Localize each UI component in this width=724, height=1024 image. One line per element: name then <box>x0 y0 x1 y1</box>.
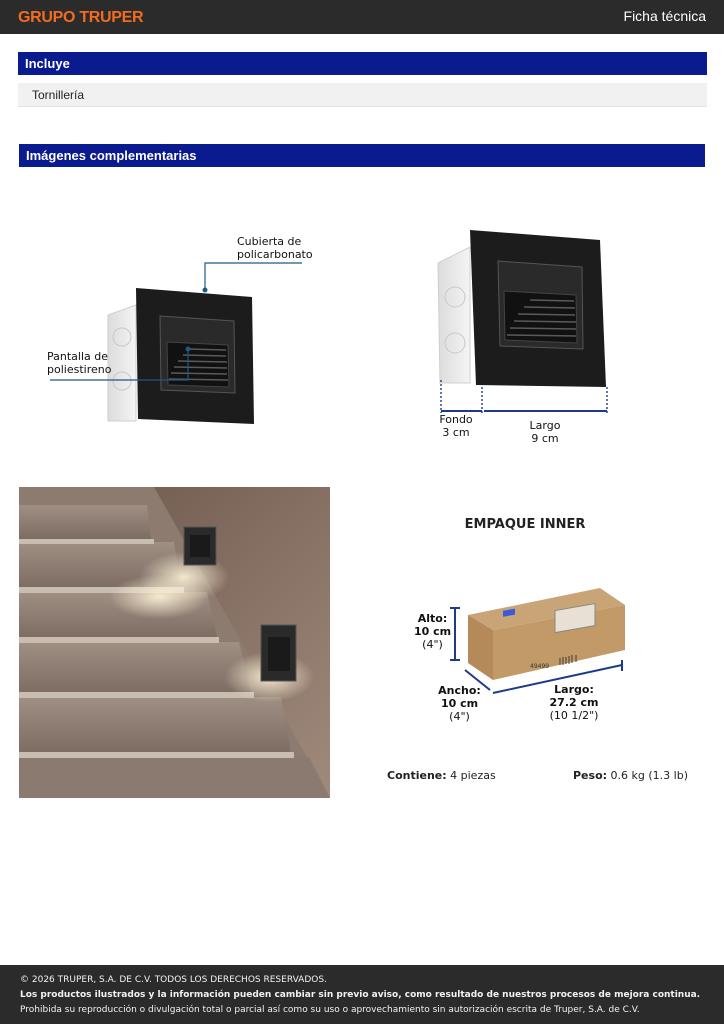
footer <box>0 965 724 1024</box>
pk-length-inch: (10 1/2") <box>549 709 599 722</box>
height-label: Alto: <box>417 612 448 625</box>
length-dimension-label <box>515 419 575 445</box>
footer-notice: Los productos ilustrados y la información pueden cambiar sin previo aviso, como resultado de nuestros procesos de mejora continua. <box>20 990 701 1000</box>
screen-callout-line2: poliestireno <box>47 363 112 376</box>
package-contents <box>387 769 496 782</box>
section-incluye-title: Incluye <box>25 56 70 71</box>
footer-copyright: © 2026 TRUPER, S.A. DE C.V. TODOS LOS DERECHOS RESERVADOS. <box>20 975 327 985</box>
width-label: Ancho: <box>438 684 481 697</box>
list-item <box>18 83 707 107</box>
depth-value: 3 cm <box>442 426 470 439</box>
section-images-title: Imágenes complementarias <box>26 148 197 163</box>
section-images <box>19 144 705 167</box>
screen-callout-line1: Pantalla de <box>47 350 109 363</box>
box-code: 49499 <box>530 663 550 670</box>
depth-dimension-label <box>430 413 482 439</box>
length-value: 9 cm <box>531 432 559 445</box>
cover-callout-label <box>237 235 313 261</box>
brand-logo: GRUPO TRUPER <box>18 9 144 26</box>
contains-value: 4 piezas <box>450 769 496 782</box>
cover-callout-line1: Cubierta de <box>237 235 302 248</box>
stairs-installation-photo <box>19 487 330 798</box>
depth-label: Fondo <box>439 413 473 426</box>
cover-callout-line2: policarbonato <box>237 248 313 261</box>
package-width-label <box>437 684 482 723</box>
document-title: Ficha técnica <box>623 8 706 24</box>
package-weight <box>573 769 688 782</box>
pk-length-label: Largo: <box>554 683 594 696</box>
package-title: EMPAQUE INNER <box>464 517 586 532</box>
width-inch: (4") <box>449 710 470 723</box>
contains-label: Contiene: <box>387 769 447 782</box>
package-length-label <box>545 683 603 722</box>
package-box-image <box>445 585 635 700</box>
weight-value: 0.6 kg (1.3 lb) <box>610 769 688 782</box>
top-bar <box>0 0 724 34</box>
height-value: 10 cm <box>413 625 452 638</box>
pk-length-value: 27.2 cm <box>549 696 599 709</box>
weight-label: Peso: <box>573 769 608 782</box>
package-height-label <box>410 612 455 651</box>
footer-rights: Prohibida su reproducción o divulgación total o parcial así como su uso o aprovechamiento sin autorización escrita de Truper, S.A. de C.V. <box>20 1005 640 1015</box>
length-label: Largo <box>529 419 561 432</box>
screen-callout-label <box>47 350 111 376</box>
height-inch: (4") <box>422 638 443 651</box>
product-dimensions-image <box>430 225 630 420</box>
width-value: 10 cm <box>440 697 479 710</box>
include-item-label: Tornillería <box>32 88 85 102</box>
section-incluye <box>18 52 707 75</box>
